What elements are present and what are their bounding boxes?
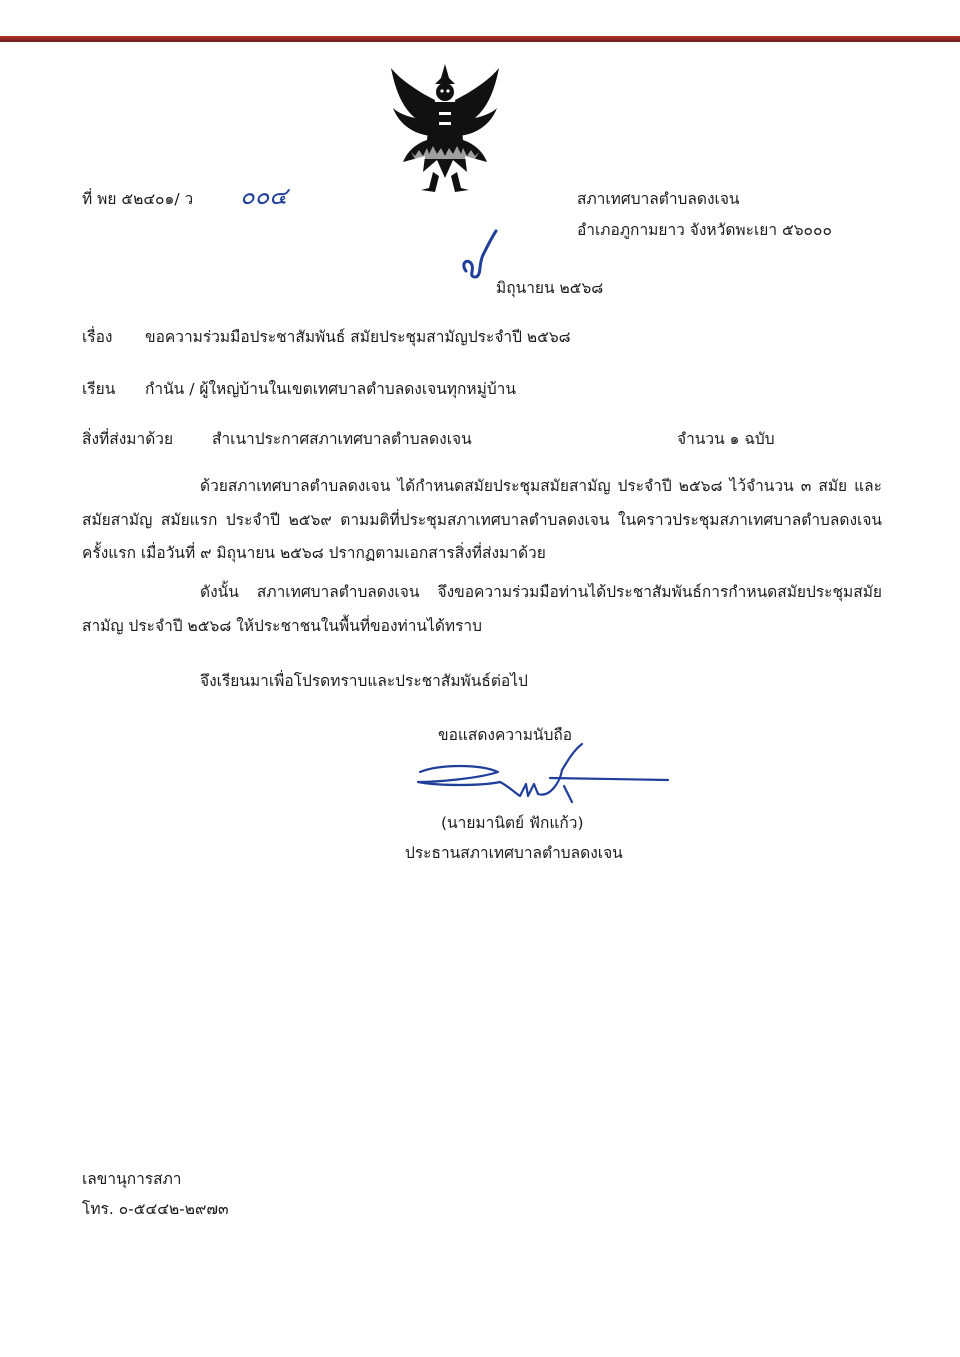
date-day-text bbox=[450, 225, 451, 226]
handwritten-reference-number: ๐๐๔ bbox=[240, 182, 288, 210]
signer-name: (นายมานิตย์ ฟักแก้ว) bbox=[441, 814, 584, 832]
signer-position: ประธานสภาเทศบาลตำบลดงเจน bbox=[405, 844, 623, 862]
garuda-emblem-icon bbox=[385, 60, 505, 195]
reference-prefix: ที่ พย ๕๒๔๐๑/ ว bbox=[82, 190, 194, 208]
enclosure-quantity: จำนวน ๑ ฉบับ bbox=[677, 430, 775, 448]
date-month-year: มิถุนายน ๒๕๖๘ bbox=[496, 279, 604, 297]
body-paragraph-1-text: ด้วยสภาเทศบาลตำบลดงเจน ได้กำหนดสมัยประชุมสมัยสามัญ ประจำปี ๒๕๖๘ ไว้จำนวน ๓ สมัย และสมัยสามัญ สมัยแรก ประจำปี ๒๕๖๙ ตามมติที่ประชุมสภาเทศบาลตำบลดงเจน ในคราวประชุมสภาเทศบาลตำบลดงเจน ครั้งแรก เมื่อวันที่ ๙ มิถุนายน ๒๕๖๘ ปรากฏตามเอกสารสิ่งที่ส่งมาด้วย bbox=[82, 477, 882, 562]
office-address: อำเภอภูกามยาว จังหวัดพะเยา ๕๖๐๐๐ bbox=[577, 221, 832, 239]
footer-phone: โทร. ๐-๕๔๔๒-๒๙๗๓ bbox=[82, 1200, 229, 1218]
reference-number bbox=[82, 186, 193, 211]
enclosure-text: สำเนาประกาศสภาเทศบาลตำบลดงเจน bbox=[212, 430, 472, 448]
body-paragraph-2 bbox=[82, 576, 882, 643]
subject-label: เรื่อง bbox=[82, 328, 113, 346]
regards: ขอแสดงความนับถือ bbox=[438, 726, 573, 744]
recipient-label: เรียน bbox=[82, 380, 116, 398]
page-top-edge bbox=[0, 36, 960, 42]
subject-text: ขอความร่วมมือประชาสัมพันธ์ สมัยประชุมสามัญประจำปี ๒๕๖๘ bbox=[145, 328, 571, 346]
enclosure-label: สิ่งที่ส่งมาด้วย bbox=[82, 430, 174, 448]
handwritten-signature bbox=[400, 742, 675, 810]
closing-line: จึงเรียนมาเพื่อโปรดทราบและประชาสัมพันธ์ต่อไป bbox=[200, 672, 528, 690]
footer-department: เลขานุการสภา bbox=[82, 1170, 182, 1188]
recipient-text: กำนัน / ผู้ใหญ่บ้านในเขตเทศบาลตำบลดงเจนทุกหมู่บ้าน bbox=[145, 380, 516, 398]
body-paragraph-2-text: ดังนั้น สภาเทศบาลตำบลดงเจน จึงขอความร่วมมือท่านได้ประชาสัมพันธ์การกำหนดสมัยประชุมสมัยสามัญ ประจำปี ๒๕๖๘ ให้ประชาชนในพื้นที่ของท่านได้ทราบ bbox=[82, 583, 882, 635]
office-name: สภาเทศบาลตำบลดงเจน bbox=[577, 190, 740, 208]
body-paragraph-1 bbox=[82, 470, 882, 571]
